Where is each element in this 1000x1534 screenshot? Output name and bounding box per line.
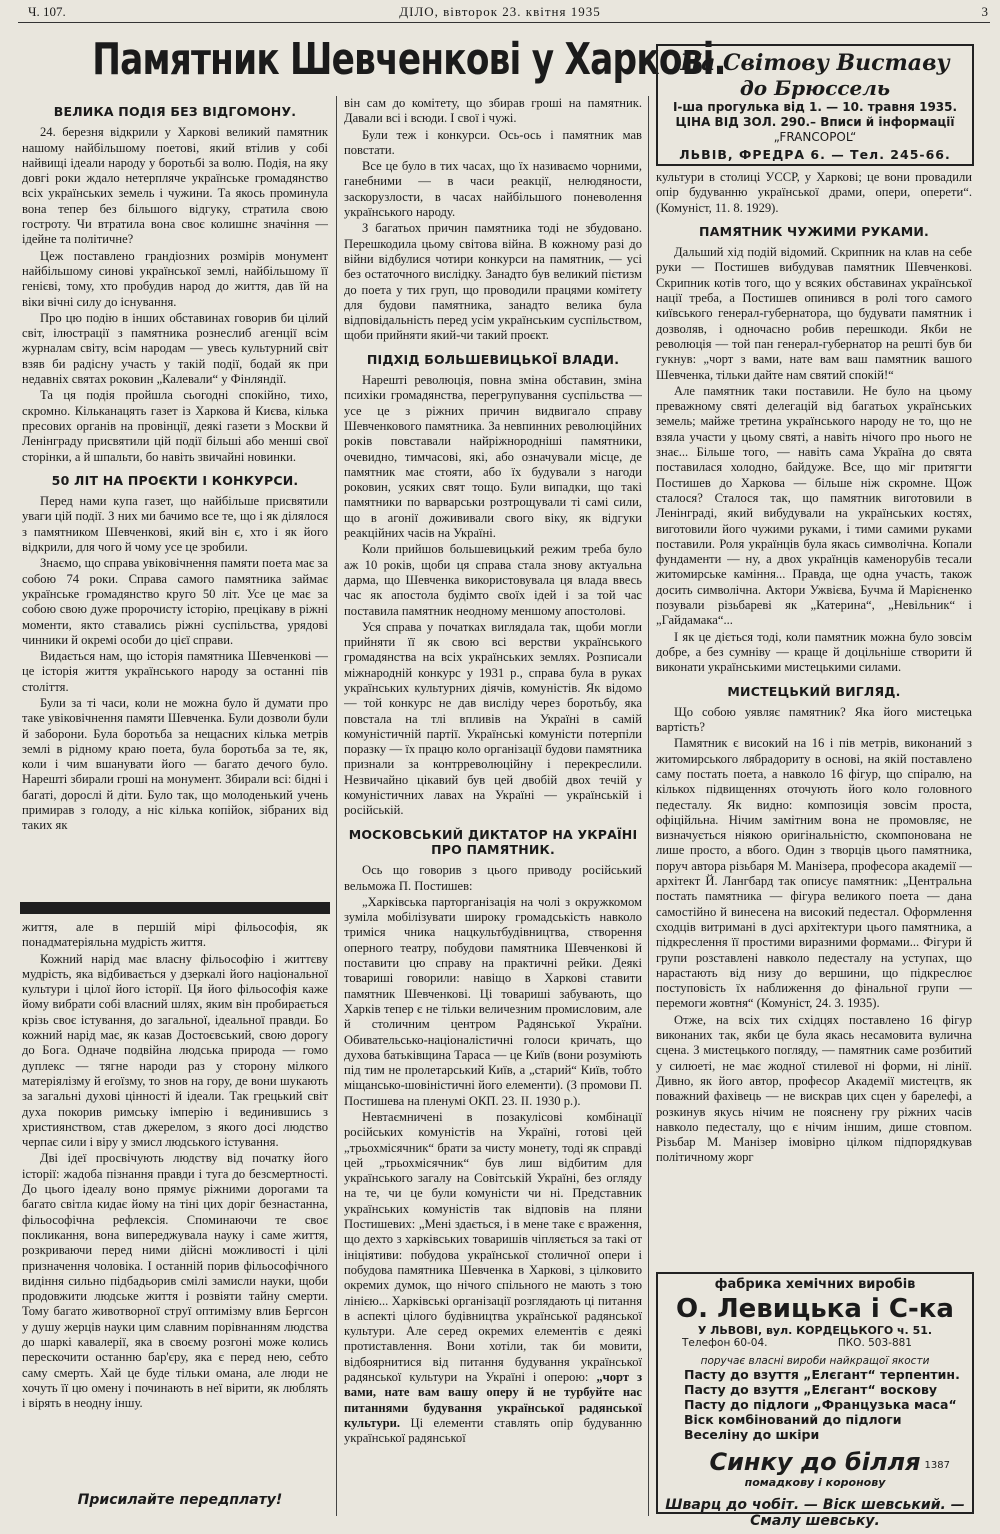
ad-product-item: Веселіну до шкіри [684,1427,820,1442]
ad-price: ЦІНА ВІД ЗОЛ. 290.– Вписи й інформації [675,115,955,129]
ad-footer-products: Шварц до чобіт. — Віск шевський. — Смалу шевську. [665,1497,965,1529]
ad-subheadline: до Брюссель [739,76,891,100]
paragraph: Перед нами купа газет, що найбільше присвятили уваги цій події. З них ми бачимо все те, що і як ділялося з памятником Шевченкові, який він є, хто і як його відкрили, для чого й чому усе це зробили. [22,494,328,555]
paragraph: Памятник є високий на 16 і пів метрів, виконаний з житомирського лябрадориту в основі, на якій поставлено саму постать поета, а навколо 16 фігур, що спіралю, на кількох підвищеннях оточують його коло головного педесталу. Як видно: композиція зовсім проста, офіційльна. Нічим замітним вона не промовляє, не визначується ніякою оригінальністю, скомпонована не лише просто, а вбого. Один з творців цього памятника, поруч автора різьбаря М. Манізера, професора академії — архітект Й. Лангбард так описує памятник: „Центральна постать памятника — фігура великого поета — дана самостійно й винесена на високий педестал. Оформлення сходців витримані в дусі архітектури цього памятника, а підкреслення її простими виразними формами... Фігури й групи розставлені навколо педесталу на уступах, що нарастають від низу до вершини, що підкреслює поступовість їх наближення до фінальної групи — перемоги жовтня“ (Комуніст, 24. 3. 1935). [656,736,972,1011]
column-rule [336,96,337,1516]
paragraph: Видається нам, що історія памятника Шевченкові — це історія життя українського народу за останні пів століття. [22,649,328,694]
ad-variants: помадкову і коронову [744,1476,886,1489]
section-heading: 50 ЛІТ НА ПРОЄКТИ І КОНКУРСИ. [51,472,299,488]
paragraph: Невтаємничені в позакулісові комбінації російських комуністів на Україні, готові цей „трьохмісячник“ брати за чисту монету, тоді як справді цей „трьохмісячник“ був лиш відбитим для українського загалу на Совітській Україні, без огляду на те, чи це були комуністи чи ні. Представник українських комуністів так відповів на пляни Постишевих: „Мені здається, і в мене таке є враження, що дехто з харківських товаришів чіпляється за такі от ініціятиви: побудова української столичної опери і побудова памятника Шевченка в Харкові, з цілковито окремих думок, що нічого спільного не мають з тою лінією... Харківські організації розглядають ці питання в аспекті цілого будівництва української радянської культури. Але серед окремих елементів є деякі протиставлення. Вони хотіли, так би мовити, відбоярнитися від питання будування української радянської культури на Україні і оперою: „чорт з вами, нате вам вашу оперу й не турбуйте нас питаннями будування української радянської культури. Ці елементи ставлять опір будуванню української радянської [344,1110,642,1446]
ad-product-item: Віск комбінований до підлоги [684,1412,902,1427]
paragraph: Були за ті часи, коли не можна було й думати про таке увіковічнення памяти Шевченка. Були дозволи були й заборони. Була боротьба за нещасних кілька метрів землі в рідному краю поета, була боротьба за те, як, коли і чим вшанувати його — багато дечого було. Нарешті збирали гроші на монумент. Збирали всі: бідні і багаті, дорослі й діти. Було так, що молоденький учень примирав з голоду, а ніс кілька копійок, зібраних від таких як [22,695,328,833]
ad-product-item: Пасту до підлоги „Французька маса“ [684,1397,957,1412]
column-3 [656,170,972,1266]
ad-phone: Телефон 60-04. [682,1337,768,1349]
paragraph: Нарешті революція, повна зміна обставин, зміна психіки громадянства, перегрупування суспільства — усе це з ріжних причин видвигало справу Шевченкового памятника. За невпинних революційних років повставали найріжнородніші памятники, очевидно, тимчасові, які, або означували місце, де памятник має стояти, або їх будували з нагоди роковин, усяких свят тощо. Були випадки, що такі памятники по варварськи розтрощували ті самі сили, що в агонії дожививали свого віку, як відгуки реакційних часів на Україні. [344,373,642,541]
ad-company-name: О. Левицька і С-ка [676,1294,954,1324]
thick-separator-bar [20,902,330,914]
levytska-factory-ad [656,1272,974,1529]
paragraph: З багатьох причин памятника тоді не збудовано. Перешкодила цьому світова війна. В кожному разі до війни відбулися чотири конкурси на памятник, — усі без остаточного вислідку. Занадто був великий пієтизм до поета у тих груп, що проводили працями комітету для будови памятника, занадто велика була відповідальність перед усім українським суспільством, щоби прийняти який-чи такий проєкт. [344,221,642,343]
ad-big-product [658,1448,972,1476]
paragraph: Про цю подію в інших обставинах говорив би цілий світ, ілюстрації з памятника рознеслиб агенції всім журналам світу, всім народам — увесь культурний світ взяв би радісну участь у такій події, бодай як при недавніх святах роковин „Калевали“ у Фінляндії. [22,310,328,387]
paragraph: Все це було в тих часах, що їх називаємо чорними, ганебними — в часи реакції, нелюдяности, заскорузлости, в часах найбільшого поневолення українського народу. [344,159,642,220]
paragraph: Ось що говорив з цього приводу російський вельможа П. Постишев: [344,863,642,893]
paragraph: Що собою уявляє памятник? Яка його мистецька вартість? [656,704,972,735]
column-1-top [22,96,328,902]
section-heading: МОСКОВСЬКИЙ ДИКТАТОР НА УКРАЇНІ ПРО ПАМЯТНИК. [348,826,638,857]
bold-quote: „чорт з вами, нате вам вашу оперу й не турбуйте нас питаннями будування української радянської культури. [344,1370,642,1430]
subscribe-notice: Присилайте передплату! [77,1492,283,1508]
ad-contact-row [658,1337,972,1351]
paragraph: Уся справа у початках виглядала так, щоби могли прийняти її як свою всі верстви українського громадянства на всіх українських землях. Розписали міжнародній конкурс у 1931 р., справа була в руках українських культурних діячів, комуністів. Як відомо — той конкурс не дав висліду через боротьбу, яка повстала на тлі впливів на Україні в самій комуністичній партії. Українські комуністи потерпіли поразку — їх працю коло організації будови памятника признали за контрреволюційну і перекреслили. Незвичайно цікавий був цей двобій двох течій у комуністичних лавах на Україні — українській і російській. [344,619,642,818]
paragraph: культури в столиці УССР, у Харкові; це вони провадили опір будуванню української драми, опери, оперети“. (Комуніст, 11. 8. 1929). [656,170,972,215]
paragraph: Отже, на всіх тих східцях поставлено 16 фігур виконаних так, якби це була якась несамовита вулична сцена. З мистецького погляду, — памятник саме розбитий у силюеті, не має жодної стилевої ні форми, ні лінії. Дивно, як його автор, професор Академії мистецтв, як поважний фахівець — не вискрав цих сцен у барелефі, а розкинув якусь нічим не пояснену гру ріжних часів навколо педесталу, що є нічим іншим, дише стовпом. Різьбар М. Манізер імовірно цілком підпорядкував політичному жорг [656,1012,972,1165]
paragraph: „Харківська парторганізація на чолі з окружкомом зуміла мобілізувати широку громадськість навколо триміся чника нацкультбудівництва, створення оперного театру, побудови памятника Шевченкові й поставити цю справу на практичні рейки. Деякі товариші говорили: навіщо в Харкові ставити памятник Шевченкові. Ці товариші забувають, що Харків тепер є не тільки величезним промисловим, але й столичним центром Радянської України. Обивательсько-націоналістичні голоси кричать, що духова батьківщина Тараса — це Київ (вони розуміють під тим не пролетарський Київ, а „старий“ Київ, тобто міщансько-шовіністичні його елементи). (З промови П. Постишева на пленумі ОКП. 23. II. 1930 р.). [344,894,642,1108]
paragraph: Коли прийшов большевицький режим треба було аж 10 років, щоби ця справа стала знову актуальна дарма, що Шевченка використовувала ця влада ввесь час як апостола будімто своїх ідей і за той час поставила памятник неодному меншому апостолові. [344,542,642,618]
brussels-exhibition-ad [656,44,974,166]
ad-code-number: 1387 [924,1460,950,1471]
ad-dates: І-ша прогулька від 1. — 10. травня 1935. [672,100,958,114]
page-number: 3 [981,4,988,19]
ad-factory-type: фабрика хемічних виробів [714,1277,916,1292]
paragraph: І як це діється тоді, коли памятник можна було зовсім добре, а без сумніву — краще й доцільніше створити й виконати українськими мистецькими силами. [656,629,972,675]
paragraph: Цеж поставлено грандіозних розмірів монумент найбільшому синові української землі, найбільшому її генієві, тому, хто пробудив народ до життя, дав їй на віки вічні силу до існування. [22,248,328,309]
section-heading: МИСТЕЦЬКИЙ ВИГЛЯД. [727,683,901,699]
paragraph: Та ця подія пройшла сьогодні спокійно, тихо, скромно. Кільканацять газет із Харкова й Києва, кілька пресових органів на провінції, деякі газети з Москви й Ленінграду присвятили цій події більші або менші свої сторінки, а й шпальти, бо навіть звичайні новинки. [22,388,328,464]
ad-company: „FRANCOPOL“ [773,130,857,144]
paragraph: життя, але в першій мірі фільософія, як понадматеріяльна мудрість життя. [22,920,328,950]
paragraph: Були теж і конкурси. Ось-ось і памятник мав повстати. [344,127,642,157]
section-heading: ВЕЛИКА ПОДІЯ БЕЗ ВІДГОМОНУ. [53,104,297,119]
ad-headline: На Світову Виставу [680,50,950,76]
masthead-date: ДІЛО, вівторок 23. квітня 1935 [399,4,601,19]
issue-number: Ч. 107. [28,4,66,19]
paragraph: 24. березня відкрили у Харкові великий памятник нашому найбільшому поетові, який втілив у собі найвищі ідеали народу у боротьбі за волю. Подія, на яку довгі роки ждало нетерпляче українське громадянство всіх українських земель і чужини. Та якось проминула вона тепер без більшого відгуку, стратила свою гостроту. Чи втратила вона своє колишнє значіння — ідейне та політичне? [22,125,328,247]
paragraph: Дві ідеї просвічують людству від початку його історії: жадоба пізнання правди і туга до безсмертності. До цього ідеалу воно прямує ріжними дорогами та багато світла кидає йому на тіні цих доріг безнастанна, фільософічна рефлексія. Споминаючи те своє покликання, вона випереджувала науку і саме життя, розкриваючи перед ними дійсні можливості і цілі призначення чоловіка. І останній порив фільософічного видіння сильно підбадьорив смілі замисли науки, щоби продовжити людське життя і розвіяти тайну смерти. Тому багато животворної струї оптимізму влив Бергсон у душу жерців науки цим славним порівнанням людства до шаркі кавалерії, яка в своєму розгоні може колись перескочити останню бар'єру, яка є перед нею, себто саму смерть. Хай це буде тільки омана, але люди не хочуть її цю омену і починають в неї вірити, як люблять і вірять в неодну іншу. [22,1151,328,1411]
paragraph: Знаємо, що справа увіковічнення памяти поета має за собою 74 роки. Справа самого памятника займає українське громадянство круго 50 літ. Усе це має за собою свою дуже пророчисту історію, прецікаву в ріжні моменти, якто ставались ріжні суспільства, урядові чинники й окремі особи до цієї справи. [22,556,328,647]
page-header [0,0,1000,22]
section-heading: ПАМЯТНИК ЧУЖИМИ РУКАМИ. [699,223,929,239]
ad-product-item: Пасту до взуття „Елєгант“ терпентин. [684,1367,960,1382]
main-title: Памятник Шевченкові у Харкові. [92,34,726,85]
section-heading: ПІДХІД БОЛЬШЕВИЦЬКОЇ ВЛАДИ. [366,351,620,367]
ad-address: ЛЬВІВ, ФРЕДРА 6. — Тел. 245-66. [679,147,951,162]
ad-product-item: Пасту до взуття „Елєгант“ воскову [684,1382,938,1397]
column-2 [344,96,642,1528]
column-1-bottom [22,920,328,1480]
ad-pko: ПКО. 503-881 [837,1337,912,1349]
ad-address: У ЛЬВОВІ, вул. КОРДЕЦЬКОГО ч. 51. [697,1324,933,1337]
paragraph: Кожний нарід має власну фільософію і життєву мудрість, яка відбивається у дзеркалі його національної культури і цілої його історії. Ця його фільософія каже йому вибрати собі власний шлях, яким він пробирається крізь своє істування, до загальної, ідеальної правди. Бо кожний нарід має, як казав Достоєвський, свою дорогу до Бога. Одначе подвійна людська природа — гомо дуплекс — тягне народи раз у сторону мілкого матеріялізму й егоїзму, то знов на гору, де вони шукають за загальні духові цінності й ідеали. Так грецький світ духа покорив римську імперію і вединившись з християнством, став джерелом, з якого досі людство черпає сили і віру у змисл людського істування. [22,951,328,1150]
header-rule [18,22,990,23]
ad-big-product-label: Синку до білля [709,1448,921,1476]
paragraph: він сам до комітету, що збирав гроші на памятник. Давали всі і всюди. І свої і чужі. [344,96,642,126]
paragraph: Але памятник таки поставили. Не було на цьому преважному святі делегацій від багатьох українських земель; майже третина українського народу не то, що не взяла участи у цьому святі, а навіть нічого про нього не знає... Більше того, — навіть сама Україна до свята поставилася холодно, байдуже. Все, що міг притягти Постишев до Харкова — більше ніж скромне. Щож сталося? Сталося так, що памятник виготовили в Ленінграді, який вибудували на українських костях, виготовили його чужими руками, і тими самими руками поставили. Роля українців була якась символічна. Копали фундаменти — ну, а двох українців каменорубів тесали житомирське каміння... Правда, ще одна участь, також досить символічна. Актори Ужвієва, Бучма й Марієненко позували різьбареві як „Катерина“, „Невільник“ і „Гайдамака“... [656,383,972,628]
ad-tagline: поручає власні вироби найкращої якости [700,1355,930,1367]
paragraph: Дальший хід подій відомий. Скрипник на клав на себе руки — Постишев вибудував памятник Шевченкові. Скрипник котів того, що у всяких обставинах української нації треба, а Постишев опинився в ролі того самого київського генерал-губернатора, що будувати памятник і дозволяв, і одночасно робив перешкоди. Якби не революція — той пан генерал-губернатор на решті був би гукнув: „чорт з вами, нате вам ваш памятник вашого Шевченка, тільки дайте нам святий спокій!“ [656,245,972,382]
column-rule [648,96,649,1516]
